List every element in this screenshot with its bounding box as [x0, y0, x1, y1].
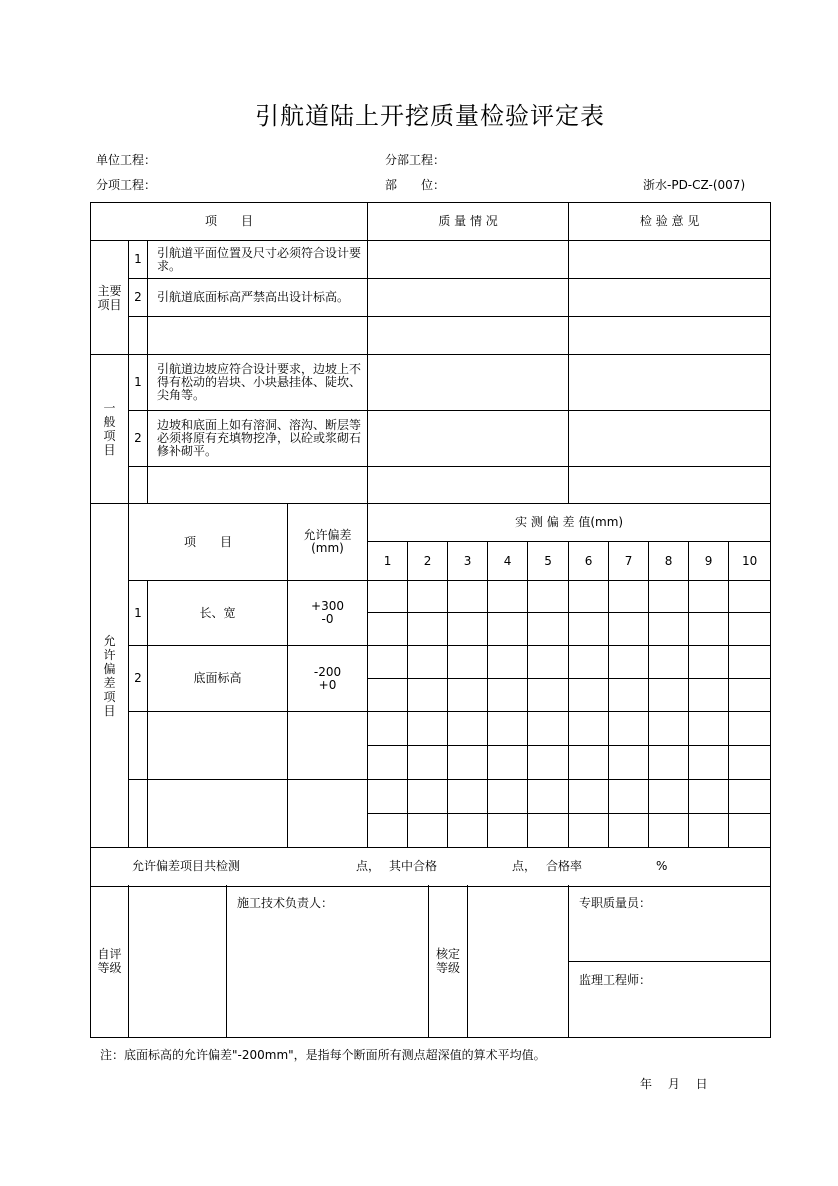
measure-cell[interactable] — [368, 679, 408, 712]
main-item-text: 引航道底面标高严禁高出设计标高。 — [148, 279, 368, 317]
measure-cell[interactable] — [649, 679, 689, 712]
tolerance-value — [288, 646, 368, 712]
quality-cell[interactable] — [368, 317, 569, 355]
measure-column-header: 4 — [488, 542, 528, 581]
measure-cell[interactable] — [609, 814, 649, 848]
verified-grade-label: 核定等级 — [435, 946, 460, 975]
signoff-table — [90, 885, 771, 1038]
measure-column-header: 8 — [649, 542, 689, 581]
opinion-cell[interactable] — [569, 241, 771, 279]
allowance-label: 允许偏差项目 — [103, 633, 116, 718]
measure-cell[interactable] — [729, 613, 771, 646]
measure-cell[interactable] — [368, 780, 408, 814]
header-item: 项 目 — [91, 203, 368, 241]
main-items-label: 主要项目 — [97, 283, 122, 312]
tolerance-upper: +300 — [311, 599, 344, 613]
measure-cell[interactable] — [569, 679, 609, 712]
measure-cell[interactable] — [448, 581, 488, 613]
summary-total-label: 允许偏差项目共检测 — [132, 859, 241, 873]
location-label: 部 位： — [385, 178, 446, 192]
measure-cell[interactable] — [729, 814, 771, 848]
measure-cell[interactable] — [649, 646, 689, 679]
quality-cell[interactable] — [368, 355, 569, 411]
tolerance-header: 允许偏差(mm) — [303, 528, 352, 555]
measure-cell[interactable] — [368, 814, 408, 848]
measure-cell[interactable] — [488, 679, 528, 712]
measure-cell[interactable] — [528, 581, 569, 613]
measure-cell[interactable] — [689, 679, 729, 712]
measure-cell[interactable] — [488, 712, 528, 746]
allowance-item-name: 底面标高 — [148, 646, 288, 712]
row-number: 1 — [129, 581, 148, 646]
row-number: 2 — [129, 411, 148, 467]
inspection-table — [90, 202, 771, 887]
measure-cell[interactable] — [408, 679, 448, 712]
measure-cell[interactable] — [408, 646, 448, 679]
header-quality: 质 量 情 况 — [368, 203, 569, 241]
measure-cell[interactable] — [609, 746, 649, 780]
measure-cell[interactable] — [448, 814, 488, 848]
measure-cell[interactable] — [689, 613, 729, 646]
measure-cell[interactable] — [528, 746, 569, 780]
measure-cell[interactable] — [488, 746, 528, 780]
measure-cell[interactable] — [649, 746, 689, 780]
page-title: 引航道陆上开挖质量检验评定表 — [255, 102, 605, 130]
measure-cell[interactable] — [448, 646, 488, 679]
measure-cell[interactable] — [368, 613, 408, 646]
measure-column-header: 6 — [569, 542, 609, 581]
measure-cell[interactable] — [729, 646, 771, 679]
summary-percent: % — [656, 859, 668, 873]
row-number: 2 — [129, 646, 148, 712]
opinion-cell[interactable] — [569, 467, 771, 504]
opinion-cell[interactable] — [569, 355, 771, 411]
measure-cell[interactable] — [609, 646, 649, 679]
measure-cell[interactable] — [689, 746, 729, 780]
tolerance-lower: +0 — [318, 677, 337, 692]
measure-cell[interactable] — [609, 712, 649, 746]
quality-officer-label: 专职质量员： — [579, 896, 652, 910]
quality-cell[interactable] — [368, 241, 569, 279]
measure-column-header: 1 — [368, 542, 408, 581]
measure-cell[interactable] — [368, 646, 408, 679]
measure-cell[interactable] — [408, 581, 448, 613]
measure-cell[interactable] — [649, 814, 689, 848]
measure-cell[interactable] — [609, 679, 649, 712]
row-number: 1 — [129, 355, 148, 411]
measure-cell[interactable] — [408, 712, 448, 746]
measure-cell[interactable] — [649, 581, 689, 613]
measure-cell[interactable] — [609, 613, 649, 646]
allowance-item-header: 项 目 — [129, 504, 288, 581]
summary-row — [91, 848, 770, 886]
self-grade-label: 自评等级 — [97, 946, 122, 975]
measure-cell[interactable] — [569, 646, 609, 679]
row-number: 1 — [129, 241, 148, 279]
supervisor-label: 监理工程师： — [579, 972, 652, 987]
measure-cell[interactable] — [729, 712, 771, 746]
measure-cell[interactable] — [448, 712, 488, 746]
measure-cell[interactable] — [729, 780, 771, 814]
measure-cell[interactable] — [569, 581, 609, 613]
date-line: 年 月 日 — [640, 1077, 708, 1091]
allowance-item-name: 长、宽 — [148, 581, 288, 646]
measure-cell[interactable] — [528, 712, 569, 746]
measure-cell[interactable] — [408, 613, 448, 646]
measure-cell[interactable] — [649, 712, 689, 746]
measure-cell[interactable] — [368, 581, 408, 613]
measure-cell[interactable] — [569, 712, 609, 746]
quality-cell[interactable] — [368, 411, 569, 467]
opinion-cell[interactable] — [569, 317, 771, 355]
footnote: 注：底面标高的允许偏差"-200mm"，是指每个断面所有测点超深值的算术平均值。 — [100, 1048, 546, 1062]
self-grade-cell[interactable] — [129, 885, 227, 1037]
measure-cell[interactable] — [408, 746, 448, 780]
opinion-cell[interactable] — [569, 279, 771, 317]
measure-cell[interactable] — [488, 814, 528, 848]
summary-points-label-2: 点， — [512, 859, 537, 873]
measure-cell[interactable] — [569, 780, 609, 814]
measure-column-header: 2 — [408, 542, 448, 581]
measure-cell[interactable] — [488, 780, 528, 814]
general-item-text: 边坡和底面上如有溶洞、溶沟、断层等必须将原有充填物挖净，以砼或浆砌石修补砌平。 — [148, 411, 368, 467]
general-items-label: 一般项目 — [103, 401, 116, 457]
measure-cell[interactable] — [689, 780, 729, 814]
tolerance-value — [288, 581, 368, 646]
quality-cell[interactable] — [368, 467, 569, 504]
summary-pass-label: 其中合格 — [389, 859, 438, 873]
measure-cell[interactable] — [689, 712, 729, 746]
measure-cell[interactable] — [569, 746, 609, 780]
main-item-text: 引航道平面位置及尺寸必须符合设计要求。 — [148, 241, 368, 279]
summary-points-label: 点， — [356, 859, 381, 873]
measure-cell[interactable] — [368, 712, 408, 746]
measure-cell[interactable] — [528, 679, 569, 712]
measure-cell[interactable] — [609, 780, 649, 814]
measure-cell[interactable] — [448, 780, 488, 814]
measure-cell[interactable] — [488, 581, 528, 613]
measure-cell[interactable] — [729, 679, 771, 712]
measure-cell[interactable] — [649, 780, 689, 814]
summary-rate-label: 合格率 — [546, 859, 583, 873]
measure-cell[interactable] — [569, 613, 609, 646]
measure-cell[interactable] — [408, 814, 448, 848]
tolerance-lower: -0 — [321, 612, 334, 626]
measure-cell[interactable] — [448, 679, 488, 712]
opinion-cell[interactable] — [569, 411, 771, 467]
measure-cell[interactable] — [689, 646, 729, 679]
header-opinion: 检 验 意 见 — [569, 203, 771, 241]
measure-cell[interactable] — [448, 746, 488, 780]
measure-cell[interactable] — [528, 780, 569, 814]
quality-cell[interactable] — [368, 279, 569, 317]
measure-cell[interactable] — [448, 613, 488, 646]
measure-cell[interactable] — [649, 613, 689, 646]
measure-column-header: 9 — [689, 542, 729, 581]
measure-cell[interactable] — [408, 780, 448, 814]
measure-column-header: 5 — [528, 542, 569, 581]
measure-column-header: 10 — [729, 542, 771, 581]
unit-project-label: 单位工程： — [96, 153, 157, 167]
measure-cell[interactable] — [488, 613, 528, 646]
tolerance-upper: -200 — [313, 664, 342, 679]
measure-cell[interactable] — [609, 581, 649, 613]
division-project-label: 分部工程： — [385, 153, 446, 167]
measure-cell[interactable] — [488, 646, 528, 679]
measure-cell[interactable] — [689, 581, 729, 613]
measure-cell[interactable] — [729, 581, 771, 613]
measure-cell[interactable] — [528, 613, 569, 646]
measured-header: 实 测 偏 差 值(mm) — [368, 504, 771, 542]
measure-column-header: 3 — [448, 542, 488, 581]
verified-grade-cell[interactable] — [468, 885, 569, 1037]
measure-cell[interactable] — [569, 814, 609, 848]
subitem-project-label: 分项工程： — [96, 178, 157, 192]
measure-cell[interactable] — [368, 746, 408, 780]
measure-cell[interactable] — [689, 814, 729, 848]
form-code: 浙水-PD-CZ-(007) — [643, 178, 746, 192]
measure-cell[interactable] — [528, 814, 569, 848]
measure-cell[interactable] — [729, 746, 771, 780]
general-item-text: 引航道边坡应符合设计要求，边坡上不得有松动的岩块、小块悬挂体、陡坎、尖角等。 — [148, 355, 368, 411]
row-number: 2 — [129, 279, 148, 317]
measure-cell[interactable] — [528, 646, 569, 679]
tech-lead-label: 施工技术负责人： — [237, 896, 334, 910]
measure-column-header: 7 — [609, 542, 649, 581]
